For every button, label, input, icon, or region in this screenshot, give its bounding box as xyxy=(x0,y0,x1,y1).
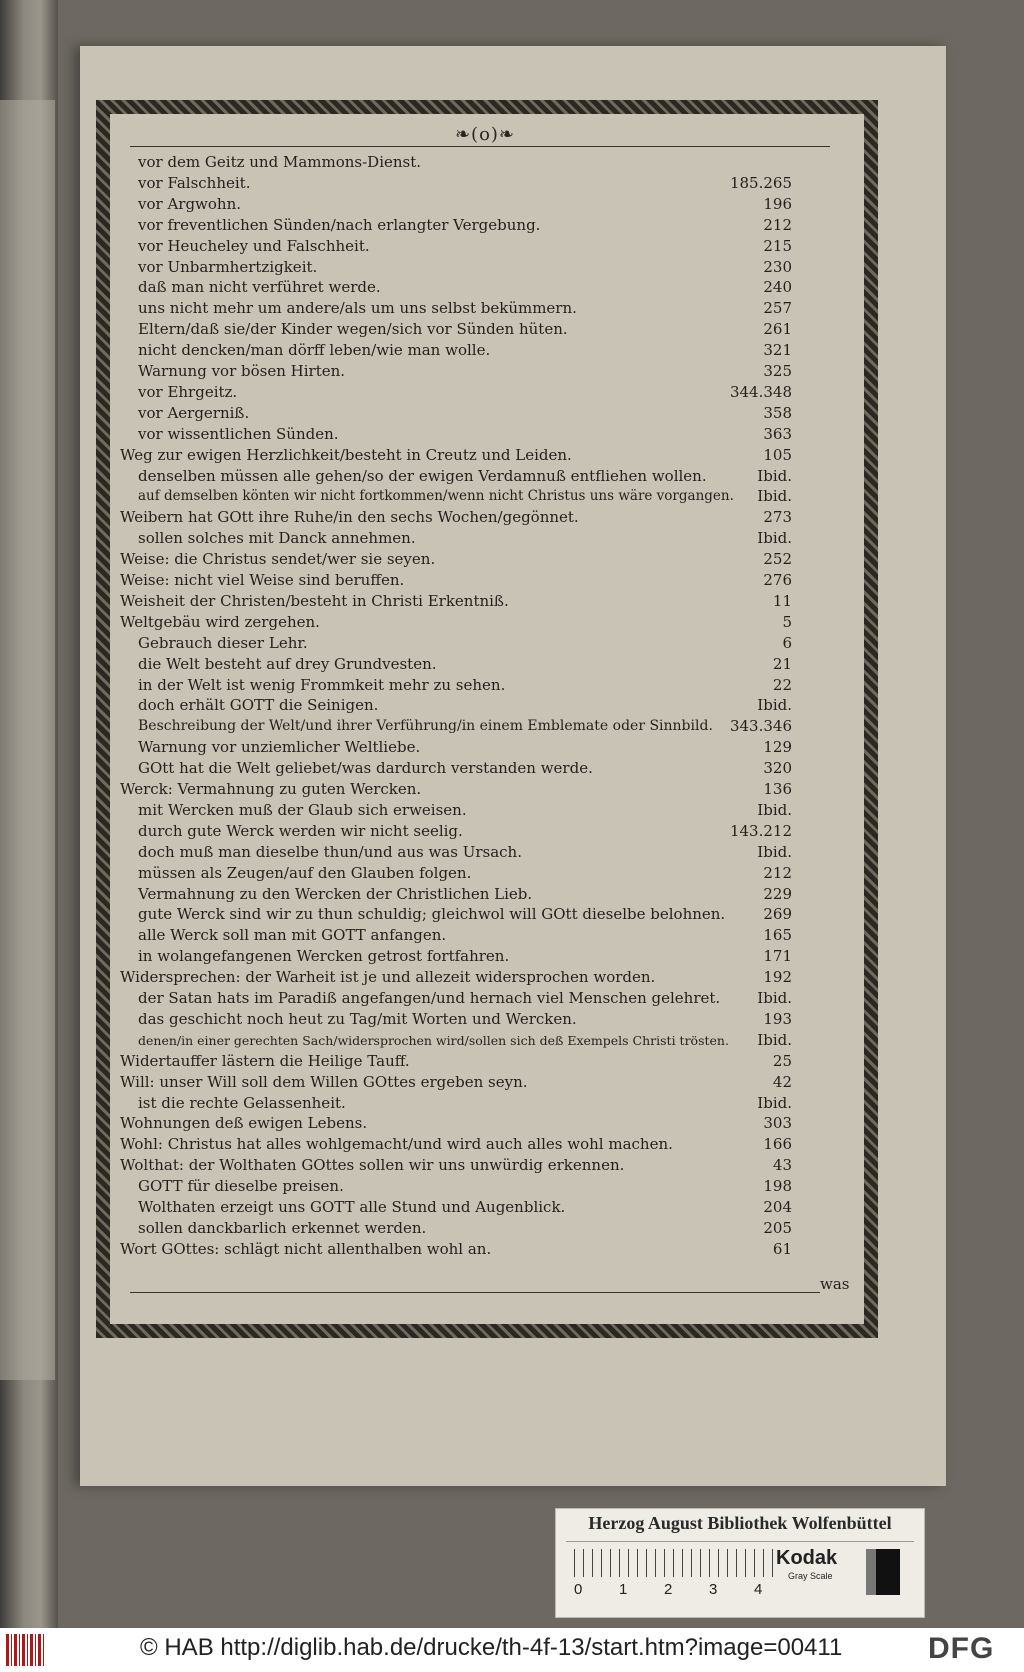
entry-text: vor dem Geitz und Mammons-Dienst. xyxy=(138,153,422,171)
index-entry xyxy=(138,1093,792,1114)
index-entry xyxy=(138,737,792,758)
entry-text: uns nicht mehr um andere/als um uns selbst bekümmern. xyxy=(138,299,577,318)
entry-text: mit Wercken muß der Glaub sich erweisen. xyxy=(138,800,467,819)
entry-page-ref: 43 xyxy=(772,1156,792,1175)
entry-text: Werck: Vermahnung zu guten Wercken. xyxy=(120,780,422,798)
kodak-logo: Kodak xyxy=(776,1547,838,1569)
index-entry xyxy=(138,758,792,779)
header-rule xyxy=(130,146,830,147)
entry-page-ref: 269 xyxy=(763,905,792,924)
entry-page-ref: 22 xyxy=(772,675,792,694)
entry-text: Wolthat: der Wolthaten GOttes sollen wir uns unwürdig erkennen. xyxy=(120,1156,625,1175)
kodak-subtitle: Gray Scale xyxy=(788,1571,833,1581)
entry-page-ref: Ibid. xyxy=(757,529,792,548)
entry-page-ref: 230 xyxy=(763,257,792,276)
entry-text: Weise: nicht viel Weise sind beruffen. xyxy=(120,571,405,589)
scale-number: 2 xyxy=(664,1581,673,1598)
index-entry xyxy=(138,1176,792,1197)
card-divider xyxy=(566,1541,914,1542)
entry-text: vor Aergerniß. xyxy=(138,403,250,422)
entry-page-ref: 196 xyxy=(763,194,792,213)
running-head: ❧(o)❧ xyxy=(454,124,516,145)
library-name: Herzog August Bibliothek Wolfenbüttel xyxy=(588,1513,892,1533)
entry-text: ist die rechte Gelassenheit. xyxy=(138,1093,346,1112)
scale-number: 3 xyxy=(709,1581,718,1598)
index-entry xyxy=(138,277,792,298)
entry-page-ref: 321 xyxy=(763,341,792,360)
entry-text: alle Werck soll man mit GOTT anfangen. xyxy=(138,926,447,945)
entry-page-ref: Ibid. xyxy=(757,800,792,819)
entry-page-ref: 192 xyxy=(763,968,792,987)
index-entry xyxy=(120,507,792,528)
index-entry xyxy=(138,633,792,654)
entry-page-ref: 198 xyxy=(763,1177,792,1196)
entry-page-ref: Ibid. xyxy=(757,1030,792,1049)
entry-text: gute Werck sind wir zu thun schuldig; gleichwol will GOtt dieselbe belohnen. xyxy=(138,905,726,924)
index-entry xyxy=(120,1239,792,1260)
entry-text: sollen danckbarlich erkennet werden. xyxy=(138,1218,427,1237)
entry-text: Weise: die Christus sendet/wer sie seyen. xyxy=(120,550,436,569)
entry-page-ref: Ibid. xyxy=(757,1093,792,1112)
entry-text: Warnung vor bösen Hirten. xyxy=(138,362,346,380)
index-entry xyxy=(120,1134,792,1155)
entry-text: doch muß man dieselbe thun/und aus was Ursach. xyxy=(138,842,522,861)
entry-text: Weltgebäu wird zergehen. xyxy=(120,612,320,631)
entry-text: vor Heucheley und Falschheit. xyxy=(138,236,370,255)
entry-text: in der Welt ist wenig Frommkeit mehr zu sehen. xyxy=(138,675,506,694)
entry-page-ref: 42 xyxy=(772,1072,792,1091)
index-entry xyxy=(138,800,792,821)
index-entry xyxy=(138,257,792,278)
entry-text: vor Argwohn. xyxy=(138,194,242,213)
entry-page-ref: 5 xyxy=(782,612,792,631)
entry-page-ref: 325 xyxy=(763,362,792,380)
entry-text: Beschreibung der Welt/und ihrer Verführung/in einem Emblemate oder Sinnbild. xyxy=(138,718,713,735)
entry-page-ref: 165 xyxy=(763,926,792,945)
index-entry xyxy=(120,1072,792,1093)
entry-text: Will: unser Will soll dem Willen GOttes ergeben seyn. xyxy=(120,1072,528,1091)
entry-page-ref: 212 xyxy=(763,863,792,882)
source-url[interactable]: © HAB http://diglib.hab.de/drucke/th-4f-13/start.htm?image=00411 xyxy=(140,1634,843,1661)
entry-text: vor Ehrgeitz. xyxy=(138,382,238,401)
index-entry xyxy=(138,215,792,236)
index-entry xyxy=(138,319,792,340)
entry-page-ref: 129 xyxy=(763,738,792,757)
index-entry xyxy=(138,884,792,905)
gray-scale-patch xyxy=(866,1549,900,1595)
entry-page-ref: 61 xyxy=(772,1239,792,1258)
index-entry xyxy=(138,988,792,1009)
index-entry xyxy=(138,361,792,382)
entry-text: das geschicht noch heut zu Tag/mit Worten und Wercken. xyxy=(138,1009,577,1028)
entry-page-ref: 166 xyxy=(763,1135,792,1154)
index-entry xyxy=(138,1218,792,1239)
entry-page-ref: 11 xyxy=(772,591,792,610)
entry-page-ref: 320 xyxy=(763,759,792,778)
ruler-scale xyxy=(574,1549,774,1577)
index-entry xyxy=(138,675,792,696)
index-entry xyxy=(120,612,792,633)
entry-page-ref: 171 xyxy=(763,947,792,966)
entry-text: Wohnungen deß ewigen Lebens. xyxy=(120,1114,368,1133)
entry-page-ref: 229 xyxy=(763,884,792,903)
entry-text: die Welt besteht auf drey Grundvesten. xyxy=(138,654,437,673)
entry-page-ref: 240 xyxy=(763,278,792,297)
entry-page-ref: 193 xyxy=(763,1009,792,1028)
entry-page-ref: 303 xyxy=(763,1114,792,1133)
index-entry xyxy=(138,403,792,424)
entry-page-ref: 6 xyxy=(782,633,792,652)
index-entry xyxy=(138,904,792,925)
entry-text: GOtt hat die Welt geliebet/was dardurch verstanden werde. xyxy=(138,759,593,778)
index-entry xyxy=(120,1155,792,1176)
entry-page-ref: 252 xyxy=(763,550,792,569)
library-card xyxy=(555,1508,925,1618)
entry-page-ref: 21 xyxy=(772,654,792,673)
index-entry xyxy=(120,1051,792,1072)
hab-barcode-icon xyxy=(6,1634,46,1666)
entry-text: Widersprechen: der Warheit ist je und allezeit widersprochen worden. xyxy=(120,968,656,987)
entry-text: Widertauffer lästern die Heilige Tauff. xyxy=(120,1051,410,1070)
index-entry xyxy=(138,842,792,863)
entry-text: Eltern/daß sie/der Kinder wegen/sich vor Sünden hüten. xyxy=(138,320,568,339)
index-entry xyxy=(138,528,792,549)
index-entry xyxy=(138,1197,792,1218)
index-entry xyxy=(138,298,792,319)
scale-number: 4 xyxy=(754,1581,763,1598)
entry-page-ref: 204 xyxy=(763,1198,792,1216)
entry-text: Weisheit der Christen/besteht in Christi Erkentniß. xyxy=(120,591,509,610)
index-entry xyxy=(138,695,792,716)
footer-bar xyxy=(0,1628,1024,1672)
entry-page-ref: Ibid. xyxy=(757,487,792,506)
catchword: was xyxy=(820,1275,850,1293)
entry-text: vor freventlichen Sünden/nach erlangter Vergebung. xyxy=(138,215,541,234)
index-entry xyxy=(138,863,792,884)
facing-page-sliver xyxy=(0,100,55,1380)
index-entry xyxy=(138,236,792,257)
index-entry xyxy=(138,194,792,215)
entry-text: sollen solches mit Danck annehmen. xyxy=(138,529,416,548)
scale-number: 0 xyxy=(574,1581,583,1598)
entry-text: Vermahnung zu den Wercken der Christlichen Lieb. xyxy=(138,884,533,903)
entry-page-ref: 273 xyxy=(763,508,792,527)
entry-text: denselben müssen alle gehen/so der ewigen Verdamnuß entfliehen wollen. xyxy=(138,466,707,485)
entry-text: Weg zur ewigen Herzlichkeit/besteht in Creutz und Leiden. xyxy=(120,445,572,464)
index-entry xyxy=(138,821,792,842)
entry-page-ref: 261 xyxy=(763,320,792,339)
index-entry xyxy=(138,382,792,403)
entry-text: Weibern hat GOtt ihre Ruhe/in den sechs Wochen/gegönnet. xyxy=(120,508,579,527)
index-entry xyxy=(138,173,792,194)
dfg-logo: DFG xyxy=(928,1632,995,1665)
entry-page-ref: Ibid. xyxy=(757,989,792,1007)
index-entry xyxy=(138,340,792,361)
index-entry xyxy=(138,1009,792,1030)
entry-page-ref: 143.212 xyxy=(729,821,792,840)
entry-page-ref: 215 xyxy=(763,236,792,255)
entry-text: der Satan hats im Paradiß angefangen/und hernach viel Menschen gelehret. xyxy=(138,989,721,1007)
entry-text: Warnung vor unziemlicher Weltliebe. xyxy=(138,738,421,757)
index-entry xyxy=(138,424,792,445)
index-entry xyxy=(138,925,792,946)
index-entry xyxy=(138,486,792,507)
index-entry xyxy=(138,1030,792,1051)
entry-text: Wohl: Christus hat alles wohlgemacht/und wird auch alles wohl machen. xyxy=(120,1135,673,1154)
entry-page-ref: 363 xyxy=(763,424,792,443)
entry-text: durch gute Werck werden wir nicht seelig. xyxy=(138,821,463,840)
entry-page-ref: 276 xyxy=(763,571,792,589)
index-entry xyxy=(138,654,792,675)
entry-page-ref: 25 xyxy=(772,1051,792,1070)
entry-page-ref: 344.348 xyxy=(729,382,792,401)
entry-text: doch erhält GOTT die Seinigen. xyxy=(138,696,379,715)
index-entry xyxy=(120,591,792,612)
entry-text: vor wissentlichen Sünden. xyxy=(138,424,339,443)
entry-text: in wolangefangenen Wercken getrost fortfahren. xyxy=(138,947,510,966)
entry-page-ref: 185.265 xyxy=(729,173,792,192)
scale-number: 1 xyxy=(619,1581,628,1598)
entry-page-ref: Ibid. xyxy=(757,842,792,861)
entry-text: denen/in einer gerechten Sach/widersprochen wird/sollen sich deß Exempels Christi trösten. xyxy=(138,1032,729,1048)
entry-text: Wolthaten erzeigt uns GOTT alle Stund und Augenblick. xyxy=(138,1198,566,1216)
entry-text: Wort GOttes: schlägt nicht allenthalben wohl an. xyxy=(120,1239,492,1258)
entry-page-ref: Ibid. xyxy=(757,466,792,485)
entry-text: GOTT für dieselbe preisen. xyxy=(138,1177,344,1196)
entry-text: müssen als Zeugen/auf den Glauben folgen. xyxy=(138,863,472,882)
entry-page-ref: 257 xyxy=(763,299,792,318)
index-entry xyxy=(138,716,792,737)
footer-rule xyxy=(130,1292,820,1293)
index-entry xyxy=(120,1113,792,1134)
entry-page-ref: Ibid. xyxy=(757,696,792,715)
entry-page-ref: 358 xyxy=(763,403,792,422)
entry-page-ref: 136 xyxy=(763,780,792,798)
index-entry xyxy=(120,779,792,800)
entry-text: vor Falschheit. xyxy=(138,173,251,192)
index-entry xyxy=(138,466,792,487)
index-entry xyxy=(120,549,792,570)
entry-page-ref: 105 xyxy=(763,445,792,464)
entry-page-ref: 212 xyxy=(763,215,792,234)
entry-text: auf demselben könten wir nicht fortkommen/wenn nicht Christus uns wäre vorgangen. xyxy=(138,488,734,505)
index-entry xyxy=(138,946,792,967)
entry-text: daß man nicht verführet werde. xyxy=(138,278,381,297)
entry-page-ref: 205 xyxy=(763,1218,792,1237)
entry-text: vor Unbarmhertzigkeit. xyxy=(138,257,318,276)
entry-text: Gebrauch dieser Lehr. xyxy=(138,633,308,652)
index-entry xyxy=(120,570,792,591)
index-entry xyxy=(120,445,792,466)
entry-page-ref: 343.346 xyxy=(729,717,792,736)
index-entry xyxy=(120,967,792,988)
entry-text: nicht dencken/man dörff leben/wie man wolle. xyxy=(138,341,491,360)
index-entry xyxy=(138,152,792,173)
